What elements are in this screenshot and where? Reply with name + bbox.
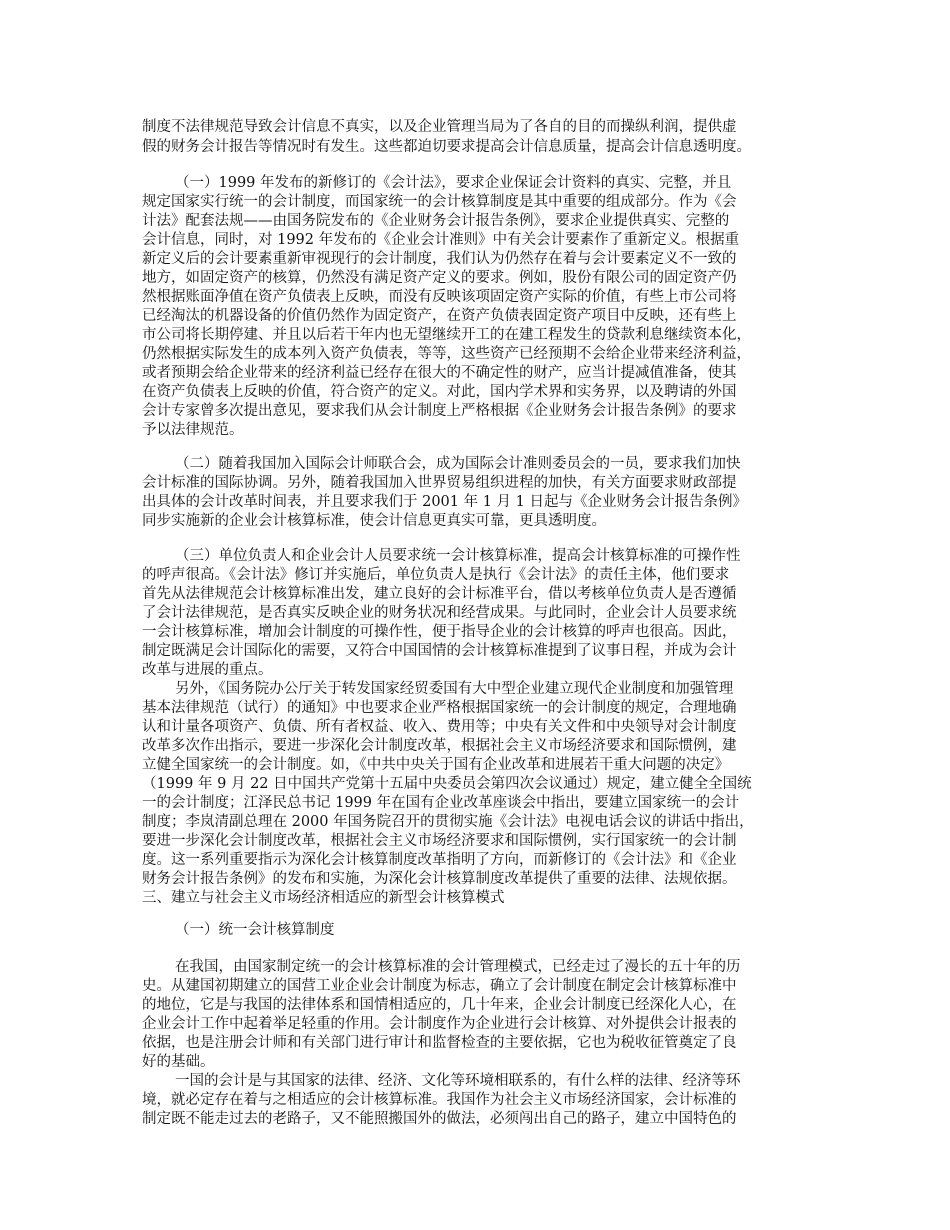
section-heading: 三、建立与社会主义市场经济相适应的新型会计核算模式 xyxy=(142,890,505,906)
text-line: 境，就必定存在着与之相适应的会计核算标准。我国作为社会主义市场经济国家，会计标准的 xyxy=(142,1092,737,1108)
text-line: 制度不法律规范导致会计信息不真实，以及企业管理当局为了各自的目的而操纵利润，提供虚 xyxy=(142,119,737,135)
text-line: 规定国家实行统一的会计制度，而国家统一的会计核算制度是其中重要的组成部分。作为《会 xyxy=(142,194,737,210)
text-line: 假的财务会计报告等情况时有发生。这些都迫切要求提高会计信息质量，提高会计信息透明度。 xyxy=(142,139,751,155)
text-line: 计法》配套法规——由国务院发布的《企业财务会计报告条例》，要求企业提供真实、完整的 xyxy=(142,213,730,229)
paragraph-start: 一国的会计是与其国家的法律、经济、文化等环境相联系的，有什么样的法律、经济等环 xyxy=(175,1073,741,1089)
text-line: 予以法律规范。 xyxy=(142,422,244,438)
text-line: 地方，如固定资产的核算，仍然没有满足资产定义的要求。例如，股份有限公司的固定资产仍 xyxy=(142,270,737,286)
text-line: 改革与进展的重点。 xyxy=(142,662,273,678)
text-line: 改革多次作出指示，要进一步深化会计制度改革，根据社会主义市场经济要求和国际惯例，建 xyxy=(142,738,737,754)
text-line: 的呼声很高。《会计法》修订并实施后，单位负责人是执行《会计法》的责任主体，他们要求 xyxy=(142,567,730,583)
text-line: （1999 年 9 月 22 日中国共产党第十五届中央委员会第四次会议通过）规定，建立健全全国统 xyxy=(142,776,752,792)
text-line: 立健全国家统一的会计制度。如，《中共中央关于国有企业改革和进展若干重大问题的决定》 xyxy=(142,757,730,773)
text-line: 出具体的会计改革时间表，并且要求我们于 2001 年 1 月 1 日起与《企业财务会计报告条例》 xyxy=(142,494,748,510)
text-line: 要进一步深化会计制度改革，根据社会主义市场经济要求和国际惯例，实行国家统一的会计制 xyxy=(142,833,737,849)
text-line: 制定既满足会计国际化的需要，又符合中国国情的会计核算标准提到了议事日程，并成为会计 xyxy=(142,643,737,659)
text-line: 会计信息，同时，对 1992 年发布的《企业会计准则》中有关会计要素作了重新定义。根据重 xyxy=(142,232,740,248)
text-line: 制定既不能走过去的老路子，又不能照搬国外的做法，必须闯出自己的路子，建立中国特色的 xyxy=(142,1111,737,1127)
text-line: 然根据账面净值在资产负债表上反映，而没有反映该项固定资产实际的价值，有些上市公司将 xyxy=(142,289,737,305)
text-line: 好的基础。 xyxy=(142,1054,215,1070)
subsection-heading: （一）统一会计核算制度 xyxy=(175,922,335,938)
text-line: 一的会计制度；江泽民总书记 1999 年在国有企业改革座谈会中指出，要建立国家统一的会计 xyxy=(142,795,740,811)
paragraph-start: 在我国，由国家制定统一的会计核算标准的会计管理模式，已经走过了漫长的五十年的历 xyxy=(175,959,741,975)
text-line: 会计标准的国际协调。另外，随着我国加入世界贸易组织进程的加快，有关方面要求财政部提 xyxy=(142,475,737,491)
text-line: 新定义后的会计要素重新审视现行的会计制度，我们认为仍然存在着与会计要素定义不一致的 xyxy=(142,251,737,267)
text-line: 已经淘汰的机器设备的价值仍然作为固定资产，在资产负债表固定资产项目中反映，还有些上 xyxy=(142,308,737,324)
text-line: 了会计法律规范，是否真实反映企业的财务状况和经营成果。与此同时，企业会计人员要求统 xyxy=(142,605,737,621)
text-line: 度。这一系列重要指示为深化会计核算制度改革指明了方向，而新修订的《会计法》和《企业 xyxy=(142,852,737,868)
text-line: 依据，也是注册会计师和有关部门进行审计和监督检查的主要依据，它也为税收征管奠定了良 xyxy=(142,1035,737,1051)
text-line: 仍然根据实际发生的成本列入资产负债表，等等，这些资产已经预期不会给企业带来经济利益， xyxy=(142,346,751,362)
paragraph-start: （三）单位负责人和企业会计人员要求统一会计核算标准，提高会计核算标准的可操作性 xyxy=(175,548,741,564)
text-line: 首先从法律规范会计核算标准出发，建立良好的会计标准平台，借以考核单位负责人是否遵循 xyxy=(142,586,737,602)
paragraph-start: 另外，《国务院办公厅关于转发国家经贸委国有大中型企业建立现代企业制度和加强管理 xyxy=(175,681,734,697)
text-line: 基本法律规范（试行）的通知》中也要求企业严格根据国家统一的会计制度的规定，合理地确 xyxy=(142,700,737,716)
text-line: 一会计核算标准，增加会计制度的可操作性，便于指导企业的会计核算的呼声也很高。因此， xyxy=(142,624,737,640)
text-line: 企业会计工作中起着举足轻重的作用。会计制度作为企业进行会计核算、对外提供会计报表的 xyxy=(142,1016,737,1032)
text-line: 会计专家曾多次提出意见，要求我们从会计制度上严格根据《企业财务会计报告条例》的要求 xyxy=(142,403,737,419)
text-line: 在资产负债表上反映的价值，符合资产的定义。对此，国内学术界和实务界，以及聘请的外国 xyxy=(142,384,737,400)
text-line: 制度；李岚清副总理在 2000 年国务院召开的贯彻实施《会计法》电视电话会议的讲话中指出， xyxy=(142,814,754,830)
text-line: 财务会计报告条例》的发布和实施，为深化会计核算制度改革提供了重要的法律、法规依据。 xyxy=(142,871,737,887)
text-line: 同步实施新的企业会计核算标准，使会计信息更真实可靠，更具透明度。 xyxy=(142,513,606,529)
text-line: 史。从建国初期建立的国营工业企业会计制度为标志，确立了会计制度在制定会计核算标准中 xyxy=(142,978,737,994)
text-line: 市公司将长期停建、并且以后若干年内也无望继续开工的在建工程发生的贷款利息继续资本化， xyxy=(142,327,751,343)
paragraph-start: （一）1999 年发布的新修订的《会计法》，要求企业保证会计资料的真实、完整，并且 xyxy=(175,175,732,191)
text-line: 或者预期会给企业带来的经济利益已经存在很大的不确定性的财产，应当计提减值准备，使其 xyxy=(142,365,737,381)
text-line: 认和计量各项资产、负债、所有者权益、收入、费用等；中央有关文件和中央领导对会计制度 xyxy=(142,719,737,735)
paragraph-start: （二）随着我国加入国际会计师联合会，成为国际会计准则委员会的一员，要求我们加快 xyxy=(175,456,741,472)
text-line: 的地位，它是与我国的法律体系和国情相适应的，几十年来，企业会计制度已经深化人心，在 xyxy=(142,997,737,1013)
